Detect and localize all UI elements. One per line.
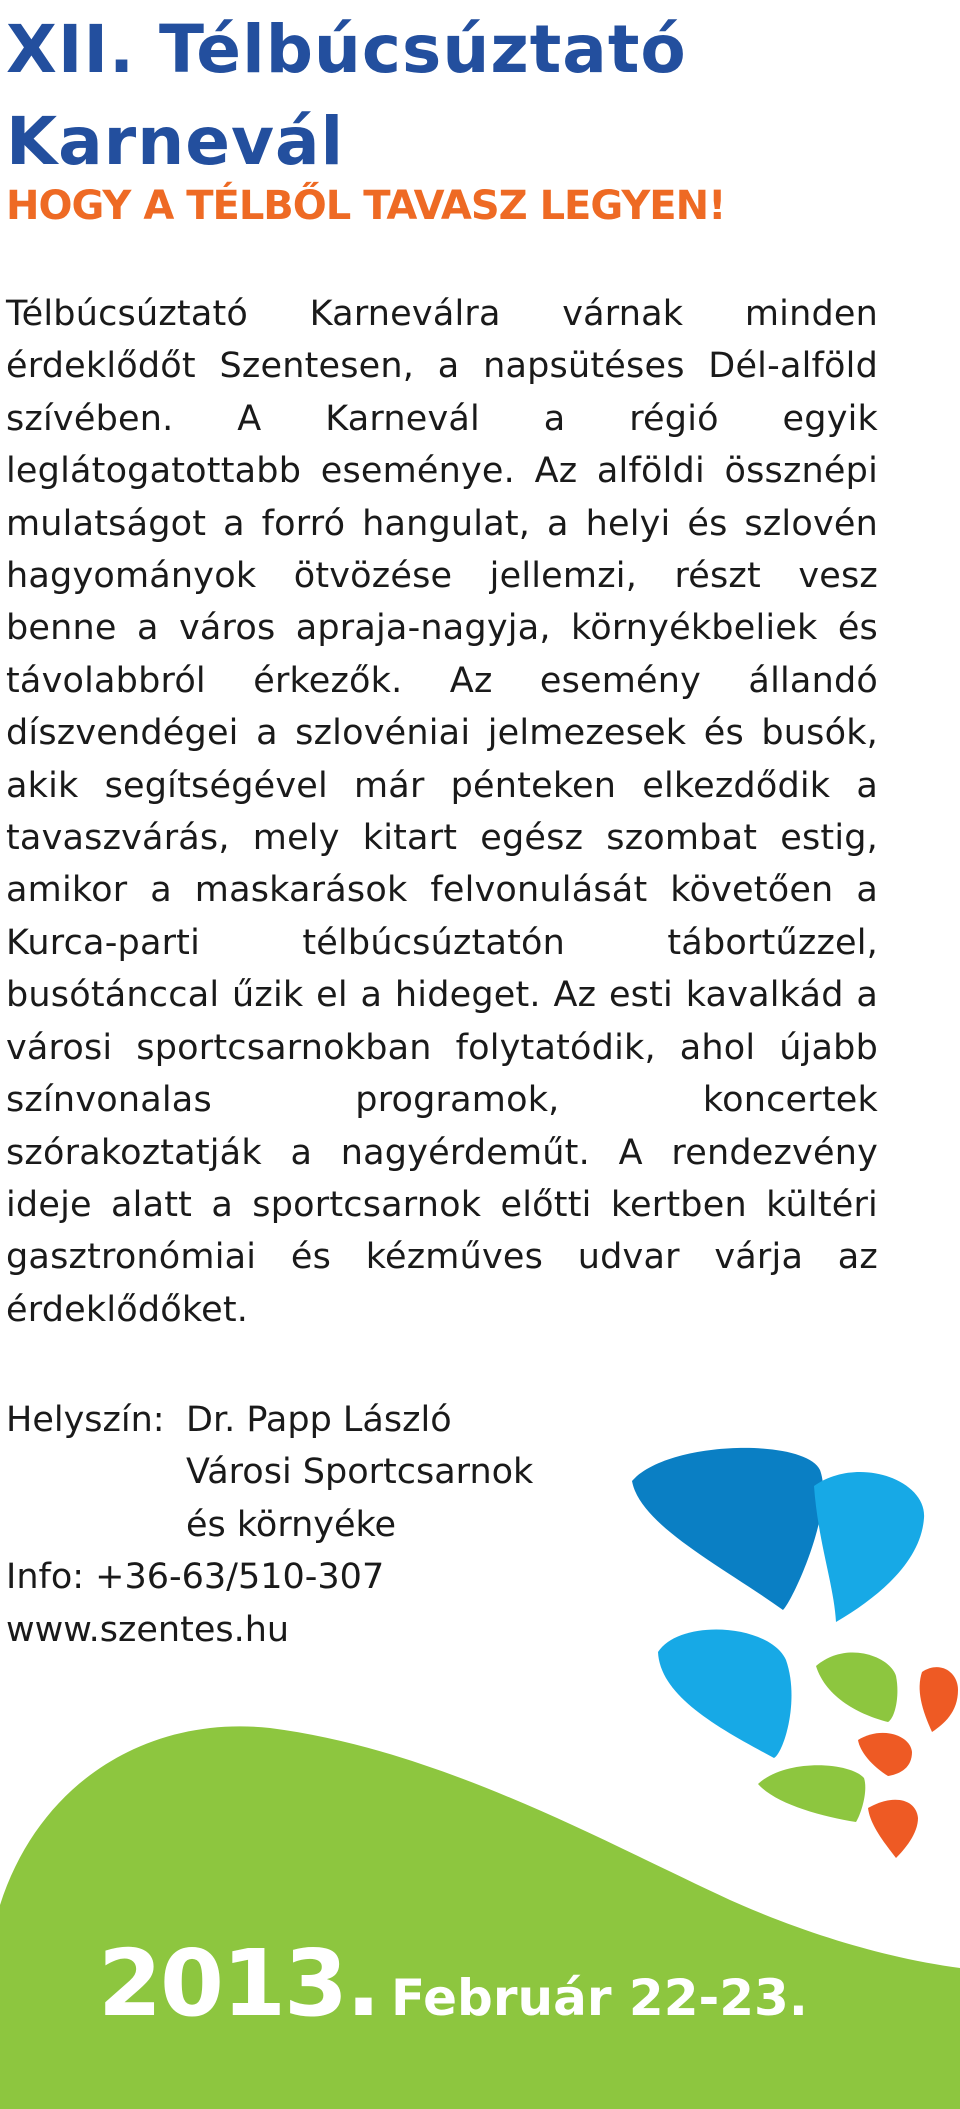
event-days: Február 22-23.: [391, 1969, 808, 2027]
light-blue-drop-right: [814, 1472, 924, 1622]
orange-drop-1: [920, 1667, 958, 1732]
phone-info: Info: +36-63/510-307: [6, 1557, 385, 1598]
page-subtitle: HOGY A TÉLBŐL TAVASZ LEGYEN!: [6, 183, 726, 229]
green-drop-lower: [758, 1765, 865, 1822]
orange-drop-3: [868, 1800, 918, 1858]
event-year: 2013.: [98, 1930, 380, 2037]
location-line-2: Városi Sportcsarnok: [186, 1452, 534, 1493]
website-link[interactable]: www.szentes.hu: [6, 1609, 290, 1650]
event-description: Télbúcsúztató Karneválra várnak minden érdeklődőt Szentesen, a napsütéses Dél-alföld szívében. A Karnevál a régió egyik leglátogatottabb eseménye. Az alföldi össznépi mulatságot a forró hangulat, a helyi és szlovén hagyományok ötvözése jellemzi, részt vesz benne a város apraja-nagyja, környékbeliek és távolabbról érkezők. Az esemény állandó díszvendégei a szlovéniai jelmezesek és busók, akik segítségével már pénteken elkezdődik a tavaszvárás, mely kitart egész szombat estig, amikor a maskarások felvonulását követően a Kurca-parti télbúcsúztatón tábortűzzel, busótánccal űzik el a hideget. Az esti kavalkád a városi sportcsarnokban folytatódik, ahol újabb színvonalas programok, koncertek szórakoztatják a nagyérdeműt. A rendezvény ideje alatt a sportcsarnok előtti kertben kültéri gasztronómiai és kézműves udvar várja az érdeklődőket.: [6, 294, 878, 1330]
light-blue-drop-left: [658, 1629, 791, 1758]
dark-blue-drop: [632, 1448, 823, 1610]
location-line-3: és környéke: [186, 1504, 397, 1545]
event-date: [98, 1930, 808, 2037]
orange-drop-2: [858, 1733, 912, 1776]
green-drop-upper: [816, 1652, 897, 1722]
page-title: XII. Télbúcsúztató Karnevál: [6, 11, 687, 180]
location-line-1: Dr. Papp László: [186, 1400, 452, 1440]
location-label: Helyszín:: [6, 1400, 165, 1440]
